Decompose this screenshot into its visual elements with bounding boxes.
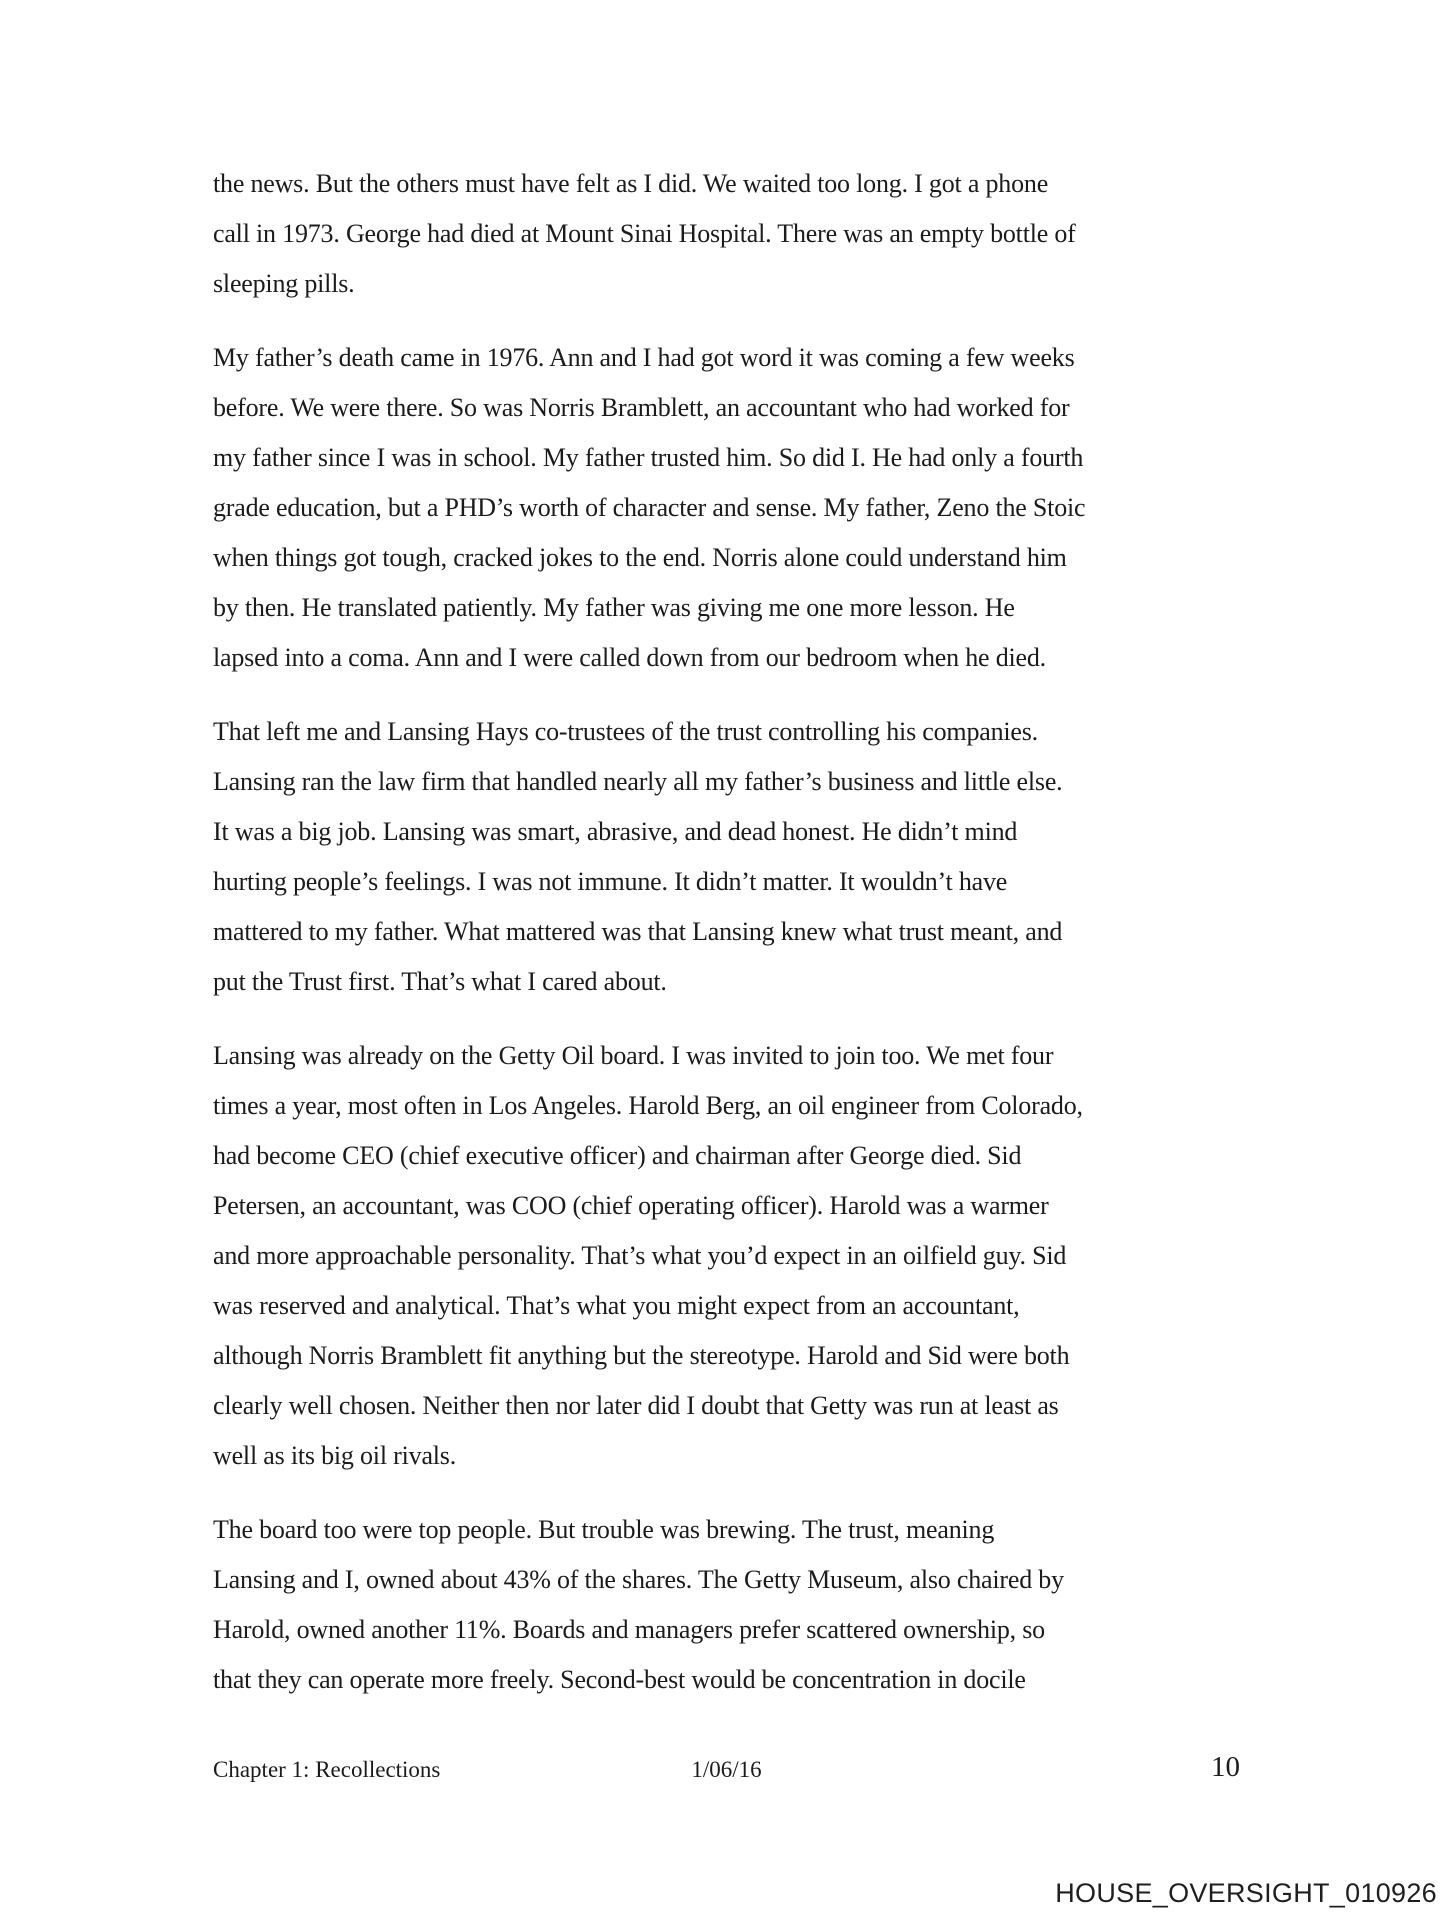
text-line: my father since I was in school. My father trusted him. So did I. He had only a fourth [213, 443, 1084, 472]
text-line: mattered to my father. What mattered was that Lansing knew what trust meant, and [213, 917, 1063, 946]
text-line: hurting people’s feelings. I was not immune. It didn’t matter. It wouldn’t have [213, 867, 1008, 896]
text-line: although Norris Bramblett fit anything but the stereotype. Harold and Sid were both [213, 1341, 1070, 1370]
text-line: It was a big job. Lansing was smart, abrasive, and dead honest. He didn’t mind [213, 817, 1018, 846]
text-line: Petersen, an accountant, was COO (chief operating officer). Harold was a warmer [213, 1191, 1049, 1220]
text-line: well as its big oil rivals. [213, 1441, 457, 1470]
text-line: The board too were top people. But trouble was brewing. The trust, meaning [213, 1515, 995, 1544]
text-line: call in 1973. George had died at Mount Sinai Hospital. There was an empty bottle of [213, 219, 1076, 248]
text-line: the news. But the others must have felt as I did. We waited too long. I got a phone [213, 169, 1049, 198]
text-line: by then. He translated patiently. My father was giving me one more lesson. He [213, 593, 1015, 622]
paragraph [213, 159, 1253, 309]
text-line: times a year, most often in Los Angeles. Harold Berg, an oil engineer from Colorado, [213, 1091, 1083, 1120]
text-line: before. We were there. So was Norris Bramblett, an accountant who had worked for [213, 393, 1070, 422]
paragraph [213, 333, 1253, 683]
text-line: was reserved and analytical. That’s what you might expect from an accountant, [213, 1291, 1020, 1320]
footer-page-number: 10 [1211, 1751, 1240, 1783]
text-line: sleeping pills. [213, 269, 355, 298]
text-line: put the Trust first. That’s what I cared about. [213, 967, 667, 996]
body-text [213, 159, 1253, 1729]
text-line: Lansing ran the law firm that handled nearly all my father’s business and little else. [213, 767, 1063, 796]
page-footer [213, 1751, 1240, 1797]
paragraph [213, 1031, 1253, 1481]
text-line: My father’s death came in 1976. Ann and I had got word it was coming a few weeks [213, 343, 1075, 372]
text-line: that they can operate more freely. Second-best would be concentration in docile [213, 1665, 1026, 1694]
text-line: and more approachable personality. That’s what you’d expect in an oilfield guy. Sid [213, 1241, 1067, 1270]
paragraph [213, 1505, 1253, 1705]
text-line: Harold, owned another 11%. Boards and managers prefer scattered ownership, so [213, 1615, 1045, 1644]
text-line: That left me and Lansing Hays co-trustees of the trust controlling his companies. [213, 717, 1038, 746]
text-line: when things got tough, cracked jokes to the end. Norris alone could understand him [213, 543, 1067, 572]
paragraph [213, 707, 1253, 1007]
footer-chapter-label: Chapter 1: Recollections [213, 1757, 441, 1782]
text-line: grade education, but a PHD’s worth of character and sense. My father, Zeno the Stoic [213, 493, 1086, 522]
text-line: had become CEO (chief executive officer) and chairman after George died. Sid [213, 1141, 1022, 1170]
text-line: Lansing and I, owned about 43% of the shares. The Getty Museum, also chaired by [213, 1565, 1064, 1594]
text-line: clearly well chosen. Neither then nor later did I doubt that Getty was run at least as [213, 1391, 1059, 1420]
bates-stamp: HOUSE_OVERSIGHT_010926 [1055, 1878, 1437, 1908]
footer-date: 1/06/16 [691, 1757, 762, 1782]
text-line: lapsed into a coma. Ann and I were called down from our bedroom when he died. [213, 643, 1046, 672]
text-line: Lansing was already on the Getty Oil board. I was invited to join too. We met four [213, 1041, 1054, 1070]
